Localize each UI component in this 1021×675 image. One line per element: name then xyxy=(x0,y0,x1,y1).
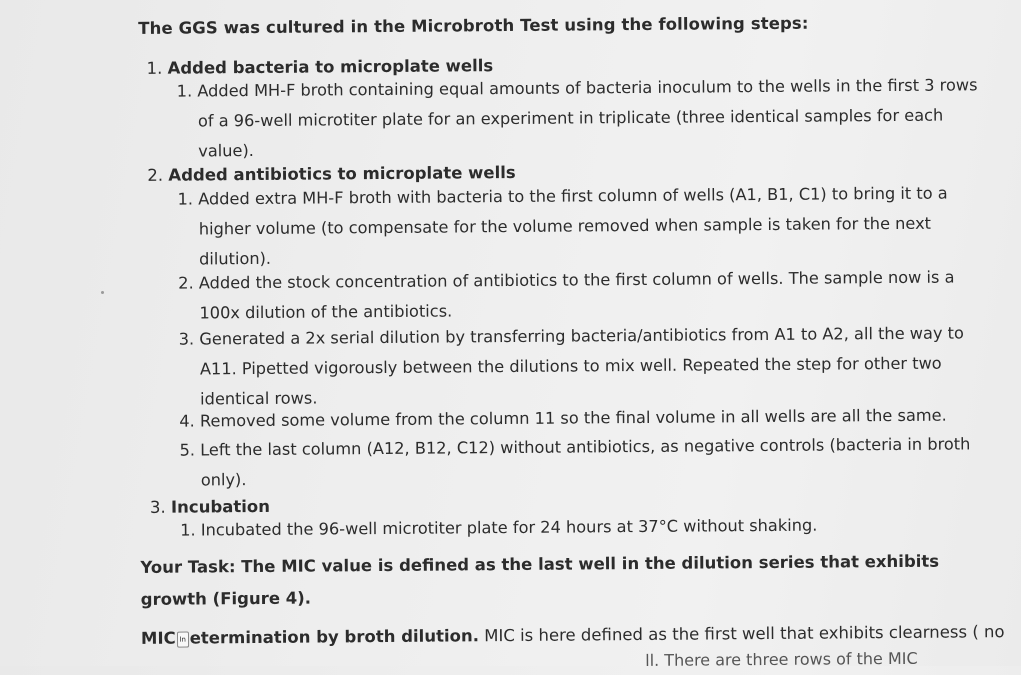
item-number: 4. xyxy=(179,411,195,431)
task-paragraph xyxy=(140,545,1000,616)
item-text: Added MH-F broth containing equal amounts of bacteria inoculum to the wells in the first 3 rows of a 96-well microtiter plate for an experiment in triplicate (three identical samples for each value). xyxy=(197,75,978,161)
mic-heading-rest: etermination by broth dilution. xyxy=(189,626,480,648)
task-tail: (Figure 4). xyxy=(206,588,312,609)
mic-prefix: MIC xyxy=(140,628,176,648)
list-item xyxy=(177,178,989,274)
section-title: Incubation xyxy=(170,496,271,517)
list-item xyxy=(179,429,990,495)
section-3-heading xyxy=(150,497,270,517)
section-number: 3. xyxy=(149,497,166,517)
section-title: Added antibiotics to microplate wells xyxy=(168,162,516,185)
mic-text: MIC is here defined as the first well that exhibits clearness ( no xyxy=(478,622,1005,646)
item-text: Incubated the 96-well microtiter plate for 24 hours at 37°C without shaking. xyxy=(200,515,818,540)
list-item xyxy=(177,70,989,166)
item-text: Added the stock concentration of antibiotics to the first column of wells. The sample now is a 100x dilution of the antibiotics. xyxy=(198,267,955,323)
section-number: 2. xyxy=(147,165,164,185)
mic-paragraph xyxy=(141,622,1021,648)
item-number: 1. xyxy=(180,520,196,540)
item-number: 2. xyxy=(178,273,194,293)
item-number: 1. xyxy=(177,189,194,209)
item-text: Left the last column (A12, B12, C12) without antibiotics, as negative controls (bacteria in broth only). xyxy=(200,434,971,490)
item-text: Generated a 2x serial dilution by transferring bacteria/antibiotics from A1 to A2, all the way to A11. Pipetted vigorously between the dilutions to mix well. Repeated the step for other two identical rows. xyxy=(199,323,964,409)
item-text: Removed some volume from the column 11 so the final volume in all wells are all the same. xyxy=(199,405,947,431)
list-item xyxy=(180,509,991,545)
section-title: Added bacteria to microplate wells xyxy=(167,56,494,78)
item-number: 5. xyxy=(179,440,196,460)
intro-heading: The GGS was cultured in the Microbroth Test using the following steps: xyxy=(138,13,809,38)
cutoff-text: ll. There are three rows of the MIC xyxy=(645,648,918,670)
list-item xyxy=(179,318,991,414)
item-text: Added extra MH-F broth with bacteria to the first column of wells (A1, B1, C1) to bring it to a higher volume (to compensate for the volume removed when sample is taken for the next dilution). xyxy=(198,183,948,269)
item-number: 3. xyxy=(178,329,195,349)
section-number: 1. xyxy=(146,58,163,78)
text-cursor-icon: In xyxy=(177,631,189,647)
paper-speck xyxy=(101,291,104,294)
task-label: Your Task: The MIC value is defined as the last well in the dilution series that exhibits growth xyxy=(140,551,940,609)
item-number: 1. xyxy=(176,81,193,101)
